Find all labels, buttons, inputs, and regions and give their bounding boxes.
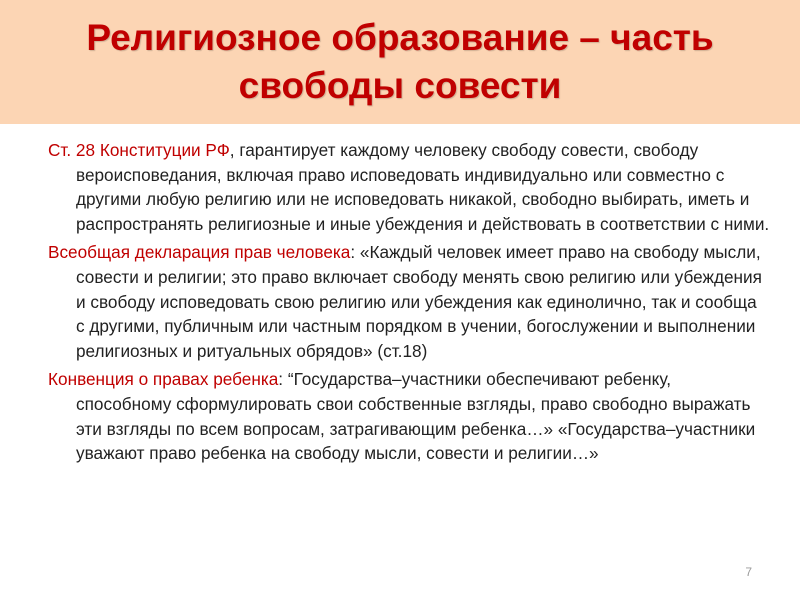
paragraph-text: : “Государства–участники обеспечивают ребенку, способному сформулировать свои собственные взгляды, право свободно выражать эти взгляды по всем вопросам, затрагивающим ребенка…» «Государства–участники уважают право ребенка на свободу мысли, совести и религии…» [76, 369, 756, 464]
slide-title-line-2: свободы совести [238, 65, 562, 106]
paragraph-lead: Ст. 28 Конституции РФ [48, 140, 230, 160]
paragraph-convention [48, 367, 770, 465]
paragraph-declaration [48, 240, 770, 363]
slide-title-line-1: Религиозное образование – часть [86, 17, 714, 58]
slide-title [20, 14, 780, 110]
page-number: 7 [745, 565, 752, 579]
paragraph-constitution [48, 138, 770, 236]
paragraph-lead: Конвенция о правах ребенка [48, 369, 279, 390]
title-band [0, 0, 800, 124]
paragraph-text: , гарантирует каждому человеку свободу совести, свободу вероисповедания, включая право исповедовать индивидуально или совместно с другими любую религию или не исповедовать никакой, свободно выбирать, иметь и распространять религиозные и иные убеждения и действовать в соответствии с ними. [76, 140, 770, 234]
paragraph-text: : «Каждый человек имеет право на свободу мысли, совести и религии; это право включает свободу менять свою религию или убеждения и свободу исповедовать свою религию или убеждения как единолично, так и сообща с другими, публичным или частным порядком в учении, богослужении и выполнении религиозных и ритуальных обрядов» (ст.18) [76, 242, 762, 361]
slide-content [48, 138, 770, 470]
paragraph-lead: Всеобщая декларация прав человека [48, 242, 351, 263]
